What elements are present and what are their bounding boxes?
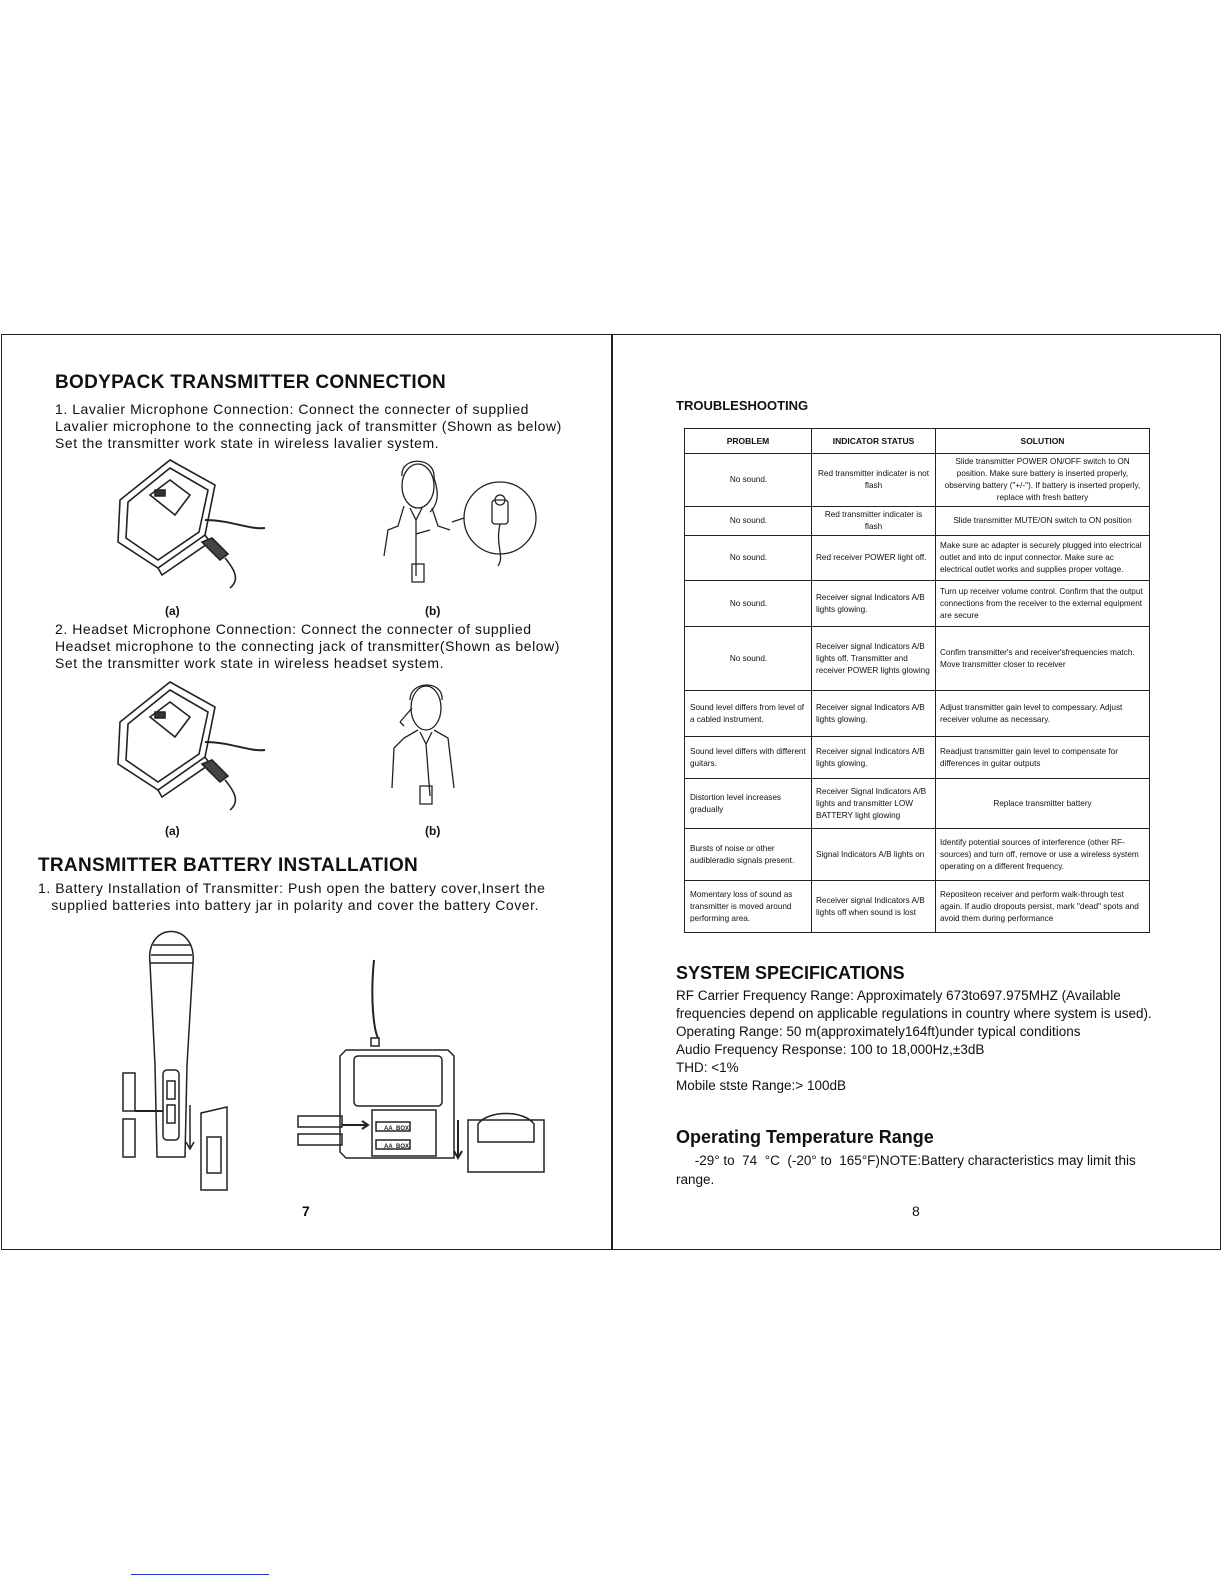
table-cell-problem: Distortion level increases gradually [685, 779, 812, 829]
table-row [685, 454, 1150, 507]
temperature-line-2: range. [676, 1172, 715, 1187]
table-cell-solution: Replace transmitter battery [936, 779, 1150, 829]
temperature-line-1: -29° to 74 °C (-20° to 165°F)NOTE:Battery characteristics may limit this [676, 1153, 1136, 1168]
battery-line-2: supplied batteries into battery jar in polarity and cover the battery Cover. [38, 897, 540, 913]
table-row [685, 507, 1150, 536]
table-row [685, 829, 1150, 881]
bodypack-transmitter-illustration-2 [110, 672, 270, 812]
page-number-left: 7 [302, 1203, 310, 1219]
table-cell-solution: Identify potential sources of interference (other RF-sources) and turn off, remove or use a wireless system operating on a different frequency. [936, 829, 1150, 881]
table-header-indicator-status: INDICATOR STATUS [812, 429, 936, 454]
spec-line-thd: THD: <1% [676, 1060, 739, 1075]
table-cell-solution: Slide transmitter MUTE/ON switch to ON position [936, 507, 1150, 536]
bodypack-battery-illustration [296, 960, 546, 1180]
decorative-rule [131, 1574, 269, 1575]
table-cell-indicator: Red transmitter indicater is flash [812, 507, 936, 536]
page-divider [611, 334, 613, 1250]
table-row [685, 627, 1150, 691]
table-cell-solution: Slide transmitter POWER ON/OFF switch to ON position. Make sure battery is inserted properly, observing battery ("+/-"). If battery is inserted properly, replace with fresh battery [936, 454, 1150, 507]
spec-line-frequencies: frequencies depend on applicable regulations in country where system is used). [676, 1006, 1152, 1021]
spec-line-audio-response: Audio Frequency Response: 100 to 18,000Hz,±3dB [676, 1042, 985, 1057]
table-cell-problem: No sound. [685, 581, 812, 627]
battery-box-label-1: BOX [396, 1126, 410, 1132]
troubleshooting-title: TROUBLESHOOTING [676, 398, 809, 413]
page-number-right: 8 [912, 1203, 920, 1219]
table-cell-indicator: Red receiver POWER light off. [812, 536, 936, 581]
table-cell-problem: Sound level differs with different guitars. [685, 737, 812, 779]
table-cell-problem: No sound. [685, 454, 812, 507]
table-cell-indicator: Receiver signal Indicators A/B lights off when sound is lost [812, 881, 936, 933]
table-cell-indicator: Receiver signal Indicators A/B lights glowing. [812, 581, 936, 627]
table-cell-problem: Sound level differs from level of a cabled instrument. [685, 691, 812, 737]
table-row [685, 581, 1150, 627]
spec-line-operating-range: Operating Range: 50 m(approximately164ft)under typical conditions [676, 1024, 1081, 1039]
spec-line-mobile-range: Mobile stste Range:> 100dB [676, 1078, 846, 1093]
table-header-solution: SOLUTION [936, 429, 1150, 454]
caption-b-2: (b) [425, 824, 441, 838]
spec-line-rf-range: RF Carrier Frequency Range: Approximately 673to697.975MHZ (Available [676, 988, 1121, 1003]
caption-b-1: (b) [425, 604, 441, 618]
table-row [685, 691, 1150, 737]
lavalier-line-1: 1. Lavalier Microphone Connection: Connect the connecter of supplied [55, 401, 530, 417]
table-cell-indicator: Receiver signal Indicators A/B lights glowing. [812, 691, 936, 737]
troubleshooting-table [684, 428, 1150, 933]
system-specifications-title: SYSTEM SPECIFICATIONS [676, 963, 905, 983]
table-cell-problem: Momentary loss of sound as transmitter is moved around performing area. [685, 881, 812, 933]
headset-line-2: Headset microphone to the connecting jack of transmitter(Shown as below) [55, 638, 560, 654]
table-cell-solution: Make sure ac adapter is securely plugged into electrical outlet and into dc input connector. Make sure ac electrical outlet works and supplies proper voltage. [936, 536, 1150, 581]
lavalier-line-2: Lavalier microphone to the connecting jack of transmitter (Shown as below) [55, 418, 562, 434]
table-row [685, 536, 1150, 581]
table-cell-problem: Bursts of noise or other audibleradio signals present. [685, 829, 812, 881]
table-header-problem: PROBLEM [685, 429, 812, 454]
headset-line-1: 2. Headset Microphone Connection: Connect the connecter of supplied [55, 621, 532, 637]
battery-line-1: 1. Battery Installation of Transmitter: Push open the battery cover,Insert the [38, 880, 546, 896]
table-cell-indicator: Signal Indicators A/B lights on [812, 829, 936, 881]
caption-a-2: (a) [165, 824, 180, 838]
table-cell-solution: Turn up receiver volume control. Confirm that the output connections from the receiver to the external equipment are secure [936, 581, 1150, 627]
battery-box-label-2: BOX [396, 1144, 410, 1150]
bodypack-transmitter-illustration-1 [110, 450, 270, 590]
headset-line-3: Set the transmitter work state in wireless headset system. [55, 655, 445, 671]
table-cell-solution: Readjust transmitter gain level to compensate for differences in guitar outputs [936, 737, 1150, 779]
battery-aa-label-2: AA [384, 1144, 393, 1150]
heading-battery-installation: TRANSMITTER BATTERY INSTALLATION [38, 855, 419, 876]
table-row [685, 737, 1150, 779]
table-row [685, 779, 1150, 829]
table-cell-indicator: Receiver signal Indicators A/B lights glowing. [812, 737, 936, 779]
heading-bodypack-connection: BODYPACK TRANSMITTER CONNECTION [55, 372, 447, 393]
table-cell-solution: Repositeon receiver and perform walk-through test again. If audio dropouts persist, mark "dead" spots and avoid them during performance [936, 881, 1150, 933]
operating-temperature-title: Operating Temperature Range [676, 1127, 934, 1147]
table-cell-problem: No sound. [685, 627, 812, 691]
lavalier-line-3: Set the transmitter work state in wireless lavalier system. [55, 435, 440, 451]
table-cell-indicator: Receiver signal Indicators A/B lights off. Transmitter and receiver POWER lights glowing [812, 627, 936, 691]
table-row [685, 881, 1150, 933]
table-header-row [685, 429, 1150, 454]
table-cell-indicator: Receiver Signal Indicators A/B lights and transmitter LOW BATTERY light glowing [812, 779, 936, 829]
table-cell-problem: No sound. [685, 507, 812, 536]
battery-aa-label-1: AA [384, 1126, 393, 1132]
handheld-mic-battery-illustration [115, 915, 240, 1205]
table-cell-solution: Confim transmitter's and receiver'sfrequencies match. Move transmitter closer to receiver [936, 627, 1150, 691]
headset-person-illustration [390, 678, 460, 808]
table-cell-indicator: Red transmitter indicater is not flash [812, 454, 936, 507]
caption-a-1: (a) [165, 604, 180, 618]
table-cell-solution: Adjust transmitter gain level to compessary. Adjust receiver volume as necessary. [936, 691, 1150, 737]
table-cell-problem: No sound. [685, 536, 812, 581]
lavalier-person-illustration [380, 456, 540, 586]
